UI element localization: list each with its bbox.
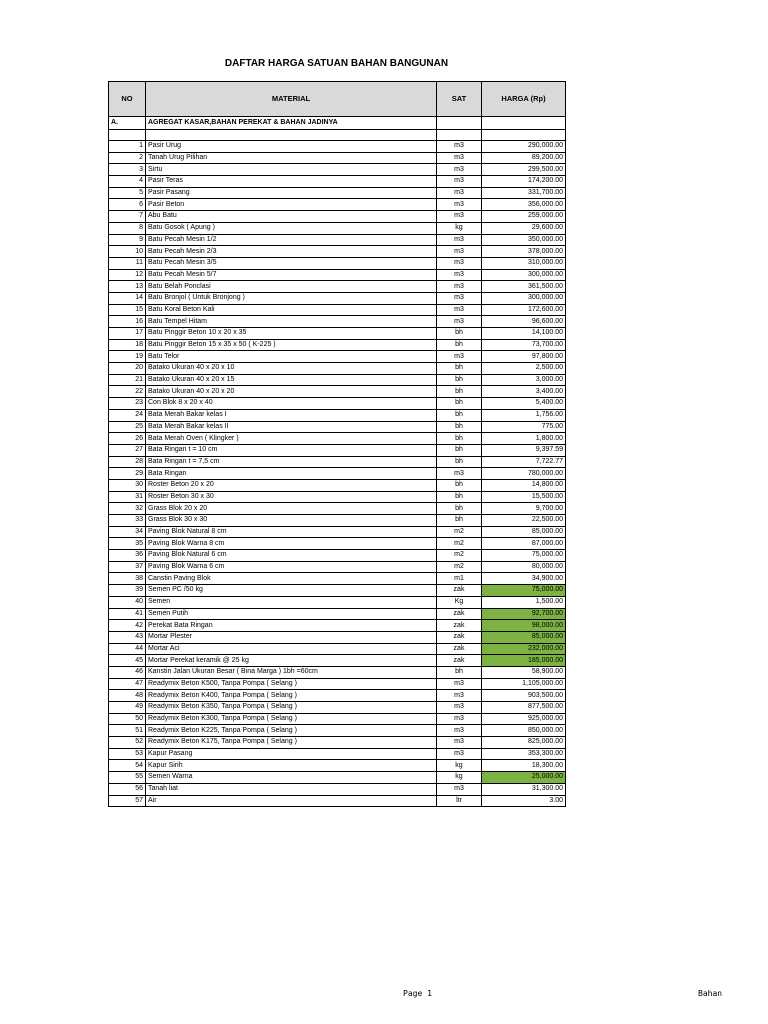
item-material: Batu Koral Beton Kali — [146, 304, 437, 316]
item-price: 356,000.00 — [482, 199, 566, 211]
item-number: 46 — [109, 666, 146, 678]
table-row — [109, 620, 566, 632]
item-unit: bh — [437, 433, 482, 445]
table-row — [109, 468, 566, 480]
item-price: 75,000.00 — [482, 550, 566, 562]
item-material: Batu Telor — [146, 351, 437, 363]
item-number: 24 — [109, 409, 146, 421]
item-price: 172,600.00 — [482, 304, 566, 316]
item-material: Batu Pinggir Beton 15 x 35 x 50 ( K-225 ) — [146, 339, 437, 351]
item-price: 903,500.00 — [482, 690, 566, 702]
table-row — [109, 386, 566, 398]
item-price: 775.00 — [482, 421, 566, 433]
item-price: 15,500.00 — [482, 491, 566, 503]
item-number: 50 — [109, 713, 146, 725]
item-material: Con Blok 8 x 20 x 40 — [146, 398, 437, 410]
item-number: 5 — [109, 187, 146, 199]
item-material: Readymix Beton K350, Tanpa Pompa ( Selang ) — [146, 702, 437, 714]
table-row — [109, 152, 566, 164]
item-price: 353,300.00 — [482, 748, 566, 760]
item-unit: bh — [437, 421, 482, 433]
item-unit: m1 — [437, 573, 482, 585]
item-price: 825,000.00 — [482, 737, 566, 749]
item-price: 850,000.00 — [482, 725, 566, 737]
blank-row — [109, 130, 566, 141]
item-unit: m3 — [437, 281, 482, 293]
item-material: Sirtu — [146, 164, 437, 176]
table-row — [109, 631, 566, 643]
item-number: 41 — [109, 608, 146, 620]
document-title: DAFTAR HARGA SATUAN BAHAN BANGUNAN — [224, 58, 449, 69]
table-row — [109, 187, 566, 199]
item-number: 25 — [109, 421, 146, 433]
header-material: MATERIAL — [146, 82, 437, 117]
table-row — [109, 141, 566, 153]
table-row — [109, 725, 566, 737]
item-unit: zak — [437, 585, 482, 597]
table-row — [109, 573, 566, 585]
item-number: 9 — [109, 234, 146, 246]
page-number: Page 1 — [403, 989, 432, 998]
table-row — [109, 281, 566, 293]
item-unit: m3 — [437, 304, 482, 316]
table-row — [109, 515, 566, 527]
item-number: 7 — [109, 211, 146, 223]
item-price: 75,000.00 — [482, 585, 566, 597]
item-number: 53 — [109, 748, 146, 760]
table-row — [109, 398, 566, 410]
item-number: 3 — [109, 164, 146, 176]
table-row — [109, 164, 566, 176]
item-number: 40 — [109, 596, 146, 608]
item-unit: m3 — [437, 737, 482, 749]
item-number: 27 — [109, 444, 146, 456]
table-row — [109, 678, 566, 690]
item-number: 38 — [109, 573, 146, 585]
item-unit: m3 — [437, 748, 482, 760]
item-number: 30 — [109, 479, 146, 491]
item-price: 25,000.00 — [482, 772, 566, 784]
item-price: 331,700.00 — [482, 187, 566, 199]
item-price: 9,700.00 — [482, 503, 566, 515]
table-row — [109, 374, 566, 386]
item-number: 52 — [109, 737, 146, 749]
item-unit: m3 — [437, 702, 482, 714]
item-unit: zak — [437, 631, 482, 643]
item-number: 44 — [109, 643, 146, 655]
item-number: 37 — [109, 561, 146, 573]
item-material: Air — [146, 795, 437, 807]
item-unit: m3 — [437, 292, 482, 304]
item-number: 8 — [109, 222, 146, 234]
item-material: Batu Pecah Mesin 5/7 — [146, 269, 437, 281]
item-material: Mortar Perekat keramik @ 25 kg — [146, 655, 437, 667]
item-unit: zak — [437, 655, 482, 667]
item-price: 18,300.00 — [482, 760, 566, 772]
item-number: 12 — [109, 269, 146, 281]
item-material: Batu Pinggir Beton 10 x 20 x 35 — [146, 328, 437, 340]
item-material: Pasir Urug — [146, 141, 437, 153]
item-number: 17 — [109, 328, 146, 340]
item-material: Readymix Beton K400, Tanpa Pompa ( Selang ) — [146, 690, 437, 702]
item-material: Paving Blok Warna 6 cm — [146, 561, 437, 573]
table-row — [109, 690, 566, 702]
item-unit: bh — [437, 363, 482, 375]
item-material: Kanstin Jalan Ukuran Besar ( Bina Marga ) 1bh =60cm — [146, 666, 437, 678]
item-unit: zak — [437, 643, 482, 655]
table-row — [109, 211, 566, 223]
item-unit: m3 — [437, 141, 482, 153]
item-material: Bata Ringan — [146, 468, 437, 480]
item-price: 300,000.00 — [482, 269, 566, 281]
item-number: 36 — [109, 550, 146, 562]
item-price: 1,756.00 — [482, 409, 566, 421]
item-price: 14,800.00 — [482, 479, 566, 491]
item-price: 1,105,000.00 — [482, 678, 566, 690]
item-number: 42 — [109, 620, 146, 632]
item-price: 290,000.00 — [482, 141, 566, 153]
item-material: Bata Merah Bakar kelas I — [146, 409, 437, 421]
table-row — [109, 246, 566, 258]
item-material: Readymix Beton K500, Tanpa Pompa ( Selang ) — [146, 678, 437, 690]
item-material: Mortar Plester — [146, 631, 437, 643]
item-price: 300,000.00 — [482, 292, 566, 304]
item-unit: bh — [437, 503, 482, 515]
item-number: 28 — [109, 456, 146, 468]
item-unit: m3 — [437, 187, 482, 199]
item-number: 55 — [109, 772, 146, 784]
item-number: 31 — [109, 491, 146, 503]
table-row — [109, 596, 566, 608]
section-label: AGREGAT KASAR,BAHAN PEREKAT & BAHAN JADINYA — [146, 117, 437, 130]
table-row — [109, 702, 566, 714]
price-table — [108, 81, 566, 807]
item-price: 780,000.00 — [482, 468, 566, 480]
item-price: 80,000.00 — [482, 561, 566, 573]
item-price: 97,800.00 — [482, 351, 566, 363]
item-price: 92,700.00 — [482, 608, 566, 620]
table-row — [109, 585, 566, 597]
item-material: Paving Blok Natural 8 cm — [146, 526, 437, 538]
item-number: 13 — [109, 281, 146, 293]
table-row — [109, 339, 566, 351]
item-unit: m3 — [437, 234, 482, 246]
item-unit: m2 — [437, 526, 482, 538]
table-row — [109, 351, 566, 363]
item-price: 232,000.00 — [482, 643, 566, 655]
item-material: Bata Merah Bakar kelas II — [146, 421, 437, 433]
item-price: 259,000.00 — [482, 211, 566, 223]
item-price: 925,000.00 — [482, 713, 566, 725]
item-unit: bh — [437, 456, 482, 468]
item-unit: m3 — [437, 211, 482, 223]
item-unit: zak — [437, 608, 482, 620]
item-material: Bata Merah Oven ( Klingker ) — [146, 433, 437, 445]
item-material: Batu Pecah Mesin 1/2 — [146, 234, 437, 246]
table-row — [109, 199, 566, 211]
item-material: Bata Ringan t = 10 cm — [146, 444, 437, 456]
item-number: 49 — [109, 702, 146, 714]
item-price: 9,397.59 — [482, 444, 566, 456]
table-row — [109, 234, 566, 246]
item-number: 26 — [109, 433, 146, 445]
table-row — [109, 655, 566, 667]
item-number: 14 — [109, 292, 146, 304]
table-row — [109, 328, 566, 340]
item-unit: m3 — [437, 351, 482, 363]
item-unit: kg — [437, 760, 482, 772]
item-unit: bh — [437, 666, 482, 678]
item-material: Batako Ukuran 40 x 20 x 15 — [146, 374, 437, 386]
table-row — [109, 550, 566, 562]
item-price: 73,700.00 — [482, 339, 566, 351]
table-row — [109, 292, 566, 304]
table-row — [109, 538, 566, 550]
table-row — [109, 561, 566, 573]
table-row — [109, 479, 566, 491]
item-unit: m2 — [437, 561, 482, 573]
item-unit: m3 — [437, 152, 482, 164]
item-material: Batu Gosok ( Apung ) — [146, 222, 437, 234]
item-material: Kapur Pasang — [146, 748, 437, 760]
item-unit: m3 — [437, 783, 482, 795]
item-price: 89,200.00 — [482, 152, 566, 164]
item-number: 34 — [109, 526, 146, 538]
item-number: 20 — [109, 363, 146, 375]
item-unit: Kg — [437, 596, 482, 608]
item-number: 1 — [109, 141, 146, 153]
item-price: 1,500.00 — [482, 596, 566, 608]
table-row — [109, 737, 566, 749]
item-price: 87,000.00 — [482, 538, 566, 550]
item-unit: m3 — [437, 678, 482, 690]
item-number: 33 — [109, 515, 146, 527]
item-number: 47 — [109, 678, 146, 690]
item-price: 22,500.00 — [482, 515, 566, 527]
item-number: 19 — [109, 351, 146, 363]
item-price: 3,000.00 — [482, 374, 566, 386]
item-price: 310,000.00 — [482, 257, 566, 269]
item-number: 11 — [109, 257, 146, 269]
sheet-name: Bahan — [698, 989, 723, 998]
table-row — [109, 444, 566, 456]
item-price: 14,100.00 — [482, 328, 566, 340]
item-unit: kg — [437, 772, 482, 784]
item-unit: m3 — [437, 690, 482, 702]
item-price: 185,000.00 — [482, 655, 566, 667]
item-unit: bh — [437, 386, 482, 398]
table-row — [109, 526, 566, 538]
item-material: Perekat Bata Ringan — [146, 620, 437, 632]
item-price: 1,800.00 — [482, 433, 566, 445]
item-price: 5,400.00 — [482, 398, 566, 410]
item-price: 350,000.00 — [482, 234, 566, 246]
item-number: 15 — [109, 304, 146, 316]
item-number: 54 — [109, 760, 146, 772]
item-price: 877,500.00 — [482, 702, 566, 714]
item-price: 299,500.00 — [482, 164, 566, 176]
item-unit: m3 — [437, 176, 482, 188]
item-unit: bh — [437, 339, 482, 351]
table-row — [109, 456, 566, 468]
item-material: Roster Beton 20 x 20 — [146, 479, 437, 491]
item-price: 7,722.77 — [482, 456, 566, 468]
item-price: 96,600.00 — [482, 316, 566, 328]
item-material: Semen Putih — [146, 608, 437, 620]
item-price: 85,000.00 — [482, 631, 566, 643]
table-row — [109, 363, 566, 375]
item-number: 32 — [109, 503, 146, 515]
item-unit: bh — [437, 491, 482, 503]
item-unit: m2 — [437, 538, 482, 550]
item-unit: m3 — [437, 468, 482, 480]
item-material: Batu Tempel Hitam — [146, 316, 437, 328]
item-number: 21 — [109, 374, 146, 386]
table-row — [109, 503, 566, 515]
table-row — [109, 304, 566, 316]
item-number: 10 — [109, 246, 146, 258]
item-material: Pasir Beton — [146, 199, 437, 211]
item-material: Batu Bronjol ( Untuk Bronjong ) — [146, 292, 437, 304]
item-number: 6 — [109, 199, 146, 211]
item-unit: m3 — [437, 316, 482, 328]
item-unit: m3 — [437, 269, 482, 281]
item-material: Paving Blok Warna 8 cm — [146, 538, 437, 550]
item-number: 29 — [109, 468, 146, 480]
table-row — [109, 795, 566, 807]
table-row — [109, 666, 566, 678]
item-material: Bata Ringan t = 7,5 cm — [146, 456, 437, 468]
item-material: Batu Belah Ponclasi — [146, 281, 437, 293]
item-material: Grass Blok 30 x 30 — [146, 515, 437, 527]
table-row — [109, 713, 566, 725]
item-unit: m3 — [437, 725, 482, 737]
table-header-row — [109, 82, 566, 117]
item-number: 48 — [109, 690, 146, 702]
table-row — [109, 433, 566, 445]
item-material: Readymix Beton K175, Tanpa Pompa ( Selang ) — [146, 737, 437, 749]
item-unit: m2 — [437, 550, 482, 562]
item-number: 22 — [109, 386, 146, 398]
item-number: 4 — [109, 176, 146, 188]
item-unit: m3 — [437, 199, 482, 211]
item-price: 58,900.00 — [482, 666, 566, 678]
table-row — [109, 772, 566, 784]
item-number: 39 — [109, 585, 146, 597]
item-unit: bh — [437, 328, 482, 340]
item-unit: bh — [437, 398, 482, 410]
item-number: 35 — [109, 538, 146, 550]
item-material: Abu Batu — [146, 211, 437, 223]
section-code: A. — [109, 117, 146, 130]
table-row — [109, 783, 566, 795]
item-unit: m3 — [437, 246, 482, 258]
table-row — [109, 409, 566, 421]
item-number: 51 — [109, 725, 146, 737]
table-row — [109, 760, 566, 772]
item-material: Tanah Urug Pilihan — [146, 152, 437, 164]
item-number: 23 — [109, 398, 146, 410]
item-material: Batu Pecah Mesin 2/3 — [146, 246, 437, 258]
item-number: 16 — [109, 316, 146, 328]
item-price: 361,500.00 — [482, 281, 566, 293]
item-number: 18 — [109, 339, 146, 351]
table-row — [109, 269, 566, 281]
item-number: 45 — [109, 655, 146, 667]
item-price: 3.00 — [482, 795, 566, 807]
item-price: 3,400.00 — [482, 386, 566, 398]
item-unit: ltr — [437, 795, 482, 807]
item-material: Grass Blok 20 x 20 — [146, 503, 437, 515]
table-row — [109, 316, 566, 328]
item-unit: bh — [437, 374, 482, 386]
table-row — [109, 748, 566, 760]
header-price: HARGA (Rp) — [482, 82, 566, 117]
item-unit: bh — [437, 479, 482, 491]
item-material: Pasir Pasang — [146, 187, 437, 199]
item-material: Semen Warna — [146, 772, 437, 784]
item-material: Paving Blok Natural 6 cm — [146, 550, 437, 562]
item-unit: bh — [437, 444, 482, 456]
item-material: Roster Beton 30 x 30 — [146, 491, 437, 503]
item-material: Readymix Beton K225, Tanpa Pompa ( Selang ) — [146, 725, 437, 737]
item-number: 43 — [109, 631, 146, 643]
item-material: Mortar Aci — [146, 643, 437, 655]
item-material: Batako Ukuran 40 x 20 x 10 — [146, 363, 437, 375]
item-unit: bh — [437, 409, 482, 421]
item-unit: m3 — [437, 257, 482, 269]
item-unit: zak — [437, 620, 482, 632]
section-row — [109, 117, 566, 130]
item-material: Semen PC /50 kg — [146, 585, 437, 597]
item-material: Batu Pecah Mesin 3/5 — [146, 257, 437, 269]
item-material: Semen — [146, 596, 437, 608]
table-row — [109, 222, 566, 234]
header-sat: SAT — [437, 82, 482, 117]
header-no: NO — [109, 82, 146, 117]
item-material: Canstin Paving Blok — [146, 573, 437, 585]
table-row — [109, 608, 566, 620]
item-price: 378,000.00 — [482, 246, 566, 258]
item-material: Pasir Teras — [146, 176, 437, 188]
item-number: 2 — [109, 152, 146, 164]
item-material: Kapur Sirih — [146, 760, 437, 772]
table-row — [109, 643, 566, 655]
table-row — [109, 176, 566, 188]
item-number: 57 — [109, 795, 146, 807]
item-price: 174,200.00 — [482, 176, 566, 188]
item-unit: m3 — [437, 164, 482, 176]
item-price: 85,000.00 — [482, 526, 566, 538]
item-material: Readymix Beton K300, Tanpa Pompa ( Selang ) — [146, 713, 437, 725]
item-number: 56 — [109, 783, 146, 795]
item-price: 34,900.00 — [482, 573, 566, 585]
item-material: Batako Ukuran 40 x 20 x 20 — [146, 386, 437, 398]
table-row — [109, 491, 566, 503]
table-row — [109, 257, 566, 269]
item-unit: bh — [437, 515, 482, 527]
item-price: 98,000.00 — [482, 620, 566, 632]
item-unit: m3 — [437, 713, 482, 725]
item-price: 2,500.00 — [482, 363, 566, 375]
item-unit: kg — [437, 222, 482, 234]
item-price: 31,300.00 — [482, 783, 566, 795]
table-row — [109, 421, 566, 433]
item-price: 29,600.00 — [482, 222, 566, 234]
item-material: Tanah liat — [146, 783, 437, 795]
